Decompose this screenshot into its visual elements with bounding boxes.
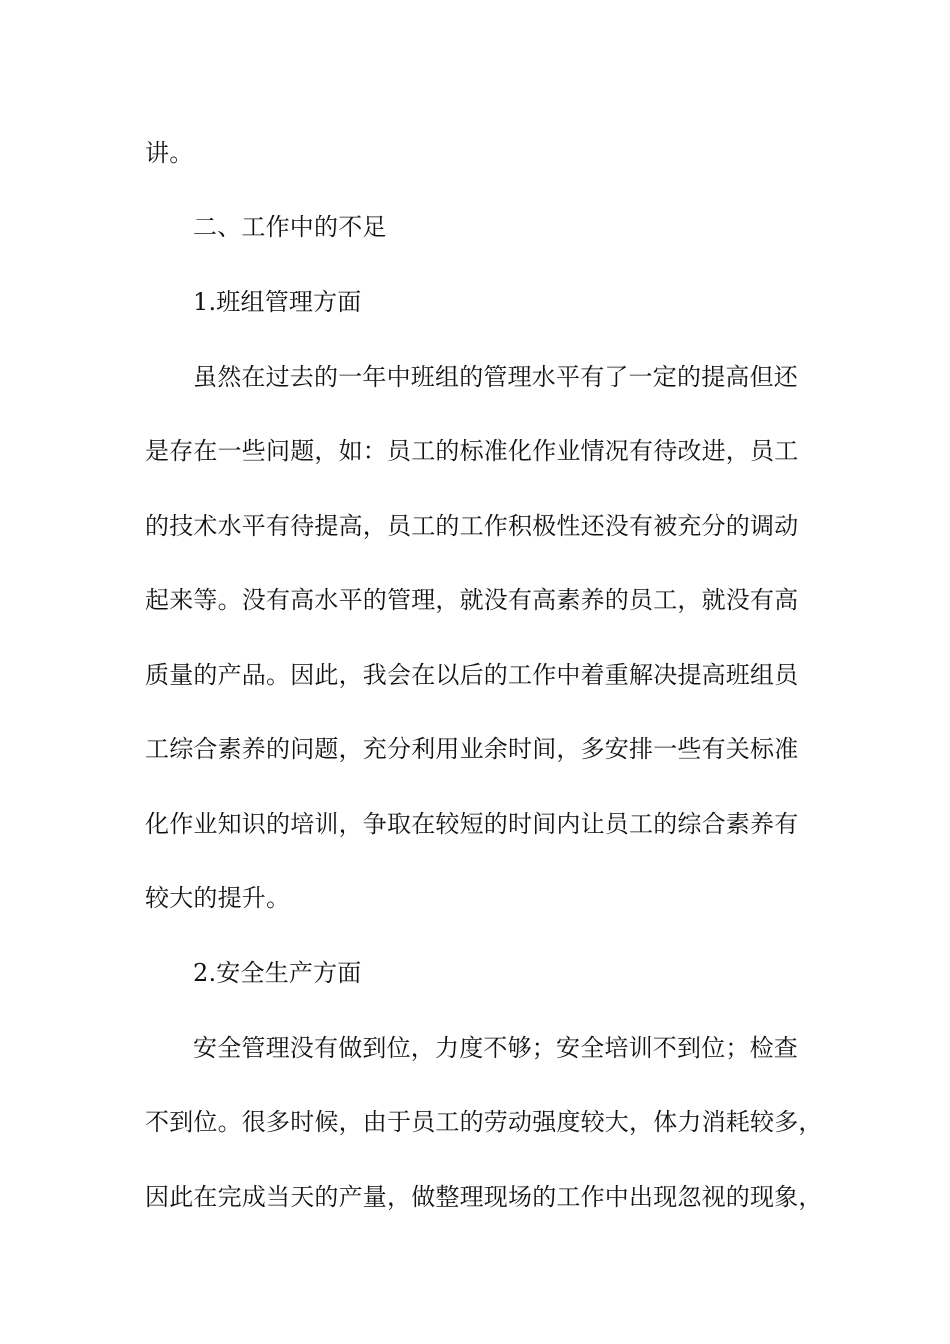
paragraph-line: 的技术水平有待提高，员工的工作积极性还没有被充分的调动 (145, 512, 799, 540)
paragraph-line: 工综合素养的问题，充分利用业余时间，多安排一些有关标准 (145, 735, 799, 763)
paragraph-line: 因此在完成当天的产量，做整理现场的工作中出现忽视的现象， (145, 1183, 823, 1211)
paragraph-line: 较大的提升。 (145, 884, 291, 912)
paragraph-line: 安全管理没有做到位，力度不够；安全培训不到位；检查 (193, 1034, 798, 1062)
paragraph-line: 质量的产品。因此，我会在以后的工作中着重解决提高班组员 (145, 661, 799, 689)
section-heading: 二、工作中的不足 (193, 213, 387, 241)
paragraph-line: 化作业知识的培训，争取在较短的时间内让员工的综合素养有 (145, 810, 799, 838)
paragraph-line: 起来等。没有高水平的管理，就没有高素养的员工，就没有高 (145, 586, 799, 614)
subsection-heading: 1.班组管理方面 (193, 288, 362, 316)
subsection-heading: 2.安全生产方面 (193, 959, 362, 987)
paragraph-line: 讲。 (145, 139, 194, 167)
paragraph-line: 虽然在过去的一年中班组的管理水平有了一定的提高但还 (193, 363, 798, 391)
paragraph-line: 是存在一些问题，如：员工的标准化作业情况有待改进，员工 (145, 437, 799, 465)
paragraph-line: 不到位。很多时候，由于员工的劳动强度较大，体力消耗较多， (145, 1108, 823, 1136)
